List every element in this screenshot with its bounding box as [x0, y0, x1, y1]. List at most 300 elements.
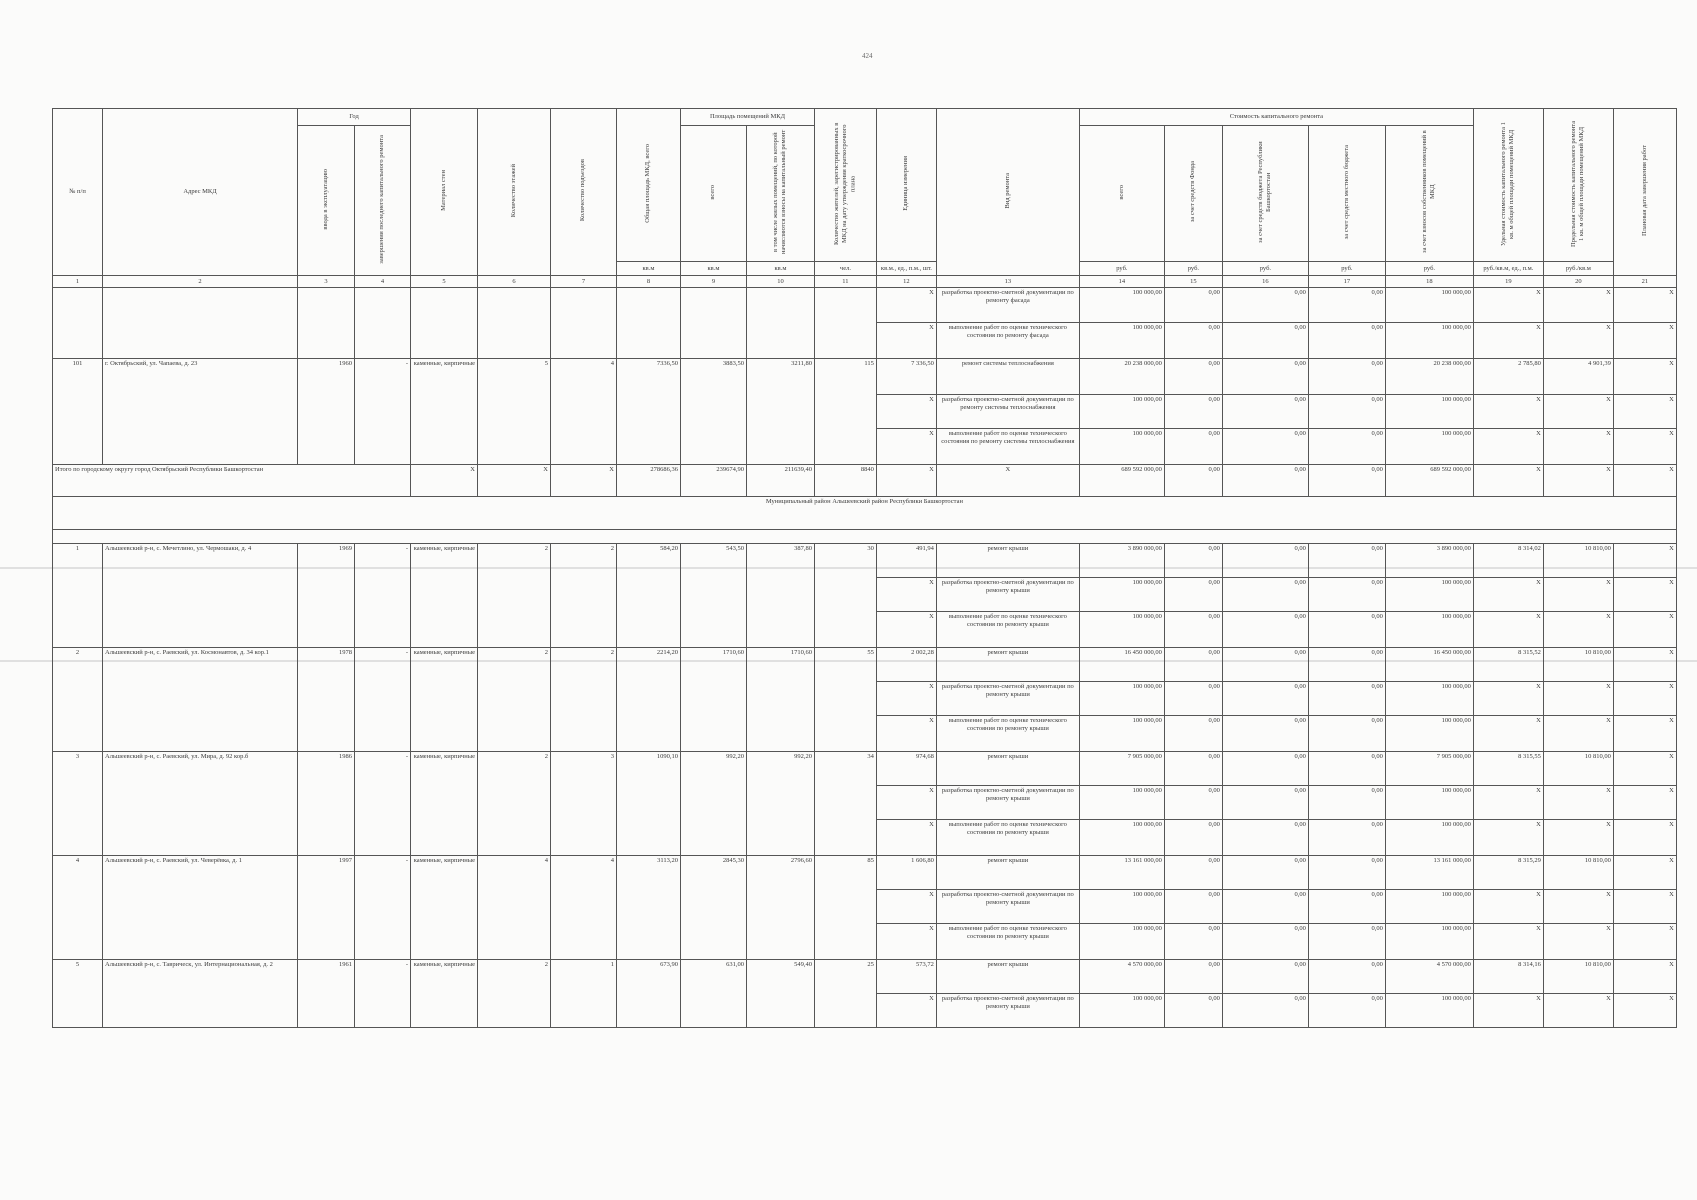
unit-cell: X [876, 994, 936, 1028]
cost-total-cell: 689 592 000,00 [1079, 465, 1164, 497]
total-row [53, 465, 1677, 497]
header-deadline: Плановая дата завершения работ [1613, 109, 1676, 276]
cost-local-cell: 0,00 [1308, 682, 1385, 716]
max-cost-cell: X [1543, 786, 1613, 820]
unit-cell: X [876, 395, 936, 429]
cost-owners-cell: 13 161 000,00 [1385, 856, 1473, 890]
specific-cost-cell: X [1473, 924, 1543, 960]
cost-local-cell: 0,00 [1308, 359, 1385, 395]
cost-republic-cell: 0,00 [1222, 288, 1308, 323]
premises-area-cell: 239674,90 [681, 465, 747, 497]
unit-cell: X [876, 924, 936, 960]
total-label: Итого по городскому округу город Октябрьский Республики Башкортостан [53, 465, 411, 497]
column-number: 7 [551, 276, 617, 288]
residential-area-cell: 2796,60 [747, 856, 815, 960]
specific-cost-cell: 2 785,80 [1473, 359, 1543, 395]
column-number: 4 [355, 276, 411, 288]
cost-republic-cell: 0,00 [1222, 612, 1308, 648]
max-cost-cell: X [1543, 288, 1613, 323]
specific-cost-cell: X [1473, 682, 1543, 716]
unit-label: руб./кв.м [1543, 262, 1613, 276]
deadline-cell: X [1613, 716, 1676, 752]
quantity-cell: 7 336,50 [876, 359, 936, 395]
deadline-cell: X [1613, 924, 1676, 960]
header-cost-local: за счет средств местного бюджета [1308, 126, 1385, 262]
max-cost-cell: 10 810,00 [1543, 960, 1613, 994]
table-row [53, 648, 1677, 682]
column-number: 9 [681, 276, 747, 288]
cost-fund-cell: 0,00 [1164, 612, 1222, 648]
unit-label: руб. [1385, 262, 1473, 276]
deadline-cell: X [1613, 395, 1676, 429]
work-type-cell: выполнение работ по оценке технического состояния по ремонту фасада [936, 323, 1079, 359]
residential-area-cell: 549,40 [747, 960, 815, 1028]
deadline-cell: X [1613, 429, 1676, 465]
cost-fund-cell: 0,00 [1164, 752, 1222, 786]
specific-cost-cell: X [1473, 323, 1543, 359]
unit-label: кв.м [747, 262, 815, 276]
column-number: 16 [1222, 276, 1308, 288]
year-commission-cell: 1978 [298, 648, 355, 752]
residential-area-cell: 3211,80 [747, 359, 815, 465]
work-type-cell: ремонт крыши [936, 960, 1079, 994]
cost-local-cell: 0,00 [1308, 578, 1385, 612]
material-cell: каменные, кирпичные [411, 960, 478, 1028]
work-type-cell: ремонт крыши [936, 856, 1079, 890]
year-last-repair-cell: - [355, 544, 411, 648]
max-cost-cell: X [1543, 395, 1613, 429]
max-cost-cell: 10 810,00 [1543, 648, 1613, 682]
max-cost-cell: 10 810,00 [1543, 856, 1613, 890]
floors-cell: 5 [478, 359, 551, 465]
cost-fund-cell: 0,00 [1164, 359, 1222, 395]
cost-fund-cell: 0,00 [1164, 465, 1222, 497]
header-premises-group: Площадь помещений МКД [681, 109, 815, 126]
entrances-cell: 4 [551, 856, 617, 960]
cost-total-cell: 100 000,00 [1079, 890, 1164, 924]
cost-total-cell: 4 570 000,00 [1079, 960, 1164, 994]
max-cost-cell: X [1543, 924, 1613, 960]
total-area-cell: 2214,20 [617, 648, 681, 752]
quantity-cell: 2 002,28 [876, 648, 936, 682]
header-premises-total: всего [681, 126, 747, 262]
column-number: 17 [1308, 276, 1385, 288]
cost-republic-cell: 0,00 [1222, 960, 1308, 994]
cost-republic-cell: 0,00 [1222, 820, 1308, 856]
deadline-cell: X [1613, 648, 1676, 682]
deadline-cell: X [1613, 359, 1676, 395]
header-residents: Количество жителей, зарегистрированных в МКД на дату утверждения краткосрочного плана [815, 109, 877, 262]
unit-label: кв.м [617, 262, 681, 276]
year-last-repair-cell: - [355, 752, 411, 856]
work-type-cell: разработка проектно-сметной документации по ремонту фасада [936, 288, 1079, 323]
cost-total-cell: 100 000,00 [1079, 682, 1164, 716]
unit-label: руб. [1308, 262, 1385, 276]
year-commission-cell: 1997 [298, 856, 355, 960]
deadline-cell: X [1613, 994, 1676, 1028]
specific-cost-cell: X [1473, 578, 1543, 612]
cost-owners-cell: 100 000,00 [1385, 924, 1473, 960]
floors-cell: 2 [478, 648, 551, 752]
column-number: 19 [1473, 276, 1543, 288]
cost-total-cell: 3 890 000,00 [1079, 544, 1164, 578]
deadline-cell: X [1613, 820, 1676, 856]
cost-fund-cell: 0,00 [1164, 648, 1222, 682]
cost-fund-cell: 0,00 [1164, 578, 1222, 612]
floors-cell: 2 [478, 960, 551, 1028]
repair-plan-table [52, 108, 1677, 1028]
residential-area-cell: 211639,40 [747, 465, 815, 497]
cost-owners-cell: 3 890 000,00 [1385, 544, 1473, 578]
entrances-cell: 3 [551, 752, 617, 856]
row-number: 3 [53, 752, 103, 856]
cost-republic-cell: 0,00 [1222, 924, 1308, 960]
cost-local-cell: 0,00 [1308, 752, 1385, 786]
specific-cost-cell: X [1473, 716, 1543, 752]
deadline-cell: X [1613, 323, 1676, 359]
quantity-cell: 491,94 [876, 544, 936, 578]
cost-local-cell: 0,00 [1308, 994, 1385, 1028]
table-header [53, 109, 1677, 288]
max-cost-cell: X [1543, 716, 1613, 752]
deadline-cell: X [1613, 856, 1676, 890]
cost-owners-cell: 100 000,00 [1385, 716, 1473, 752]
deadline-cell: X [1613, 960, 1676, 994]
unit-label: чел. [815, 262, 877, 276]
unit-cell: X [876, 429, 936, 465]
material-cell: каменные, кирпичные [411, 648, 478, 752]
work-type-cell: ремонт крыши [936, 648, 1079, 682]
max-cost-cell: 10 810,00 [1543, 544, 1613, 578]
work-type-cell: выполнение работ по оценке технического состояния по ремонту крыши [936, 924, 1079, 960]
cost-republic-cell: 0,00 [1222, 429, 1308, 465]
cost-local-cell: 0,00 [1308, 856, 1385, 890]
work-type-cell: выполнение работ по оценке технического состояния по ремонту крыши [936, 716, 1079, 752]
work-type-cell: разработка проектно-сметной документации по ремонту крыши [936, 578, 1079, 612]
unit-cell: X [876, 682, 936, 716]
total-area-cell: 584,20 [617, 544, 681, 648]
unit-cell: X [876, 890, 936, 924]
repair-plan-table-wrap [52, 108, 1677, 1028]
specific-cost-cell: X [1473, 820, 1543, 856]
specific-cost-cell: 8 315,52 [1473, 648, 1543, 682]
specific-cost-cell: 8 314,16 [1473, 960, 1543, 994]
header-max-cost: Предельная стоимость капитального ремонта 1 кв. м общей площади помещений МКД [1543, 109, 1613, 262]
header-entrances: Количество подъездов [551, 109, 617, 276]
cost-fund-cell: 0,00 [1164, 395, 1222, 429]
unit-cell: X [876, 288, 936, 323]
table-row [53, 544, 1677, 578]
floors-cell: 2 [478, 544, 551, 648]
cost-owners-cell: 20 238 000,00 [1385, 359, 1473, 395]
address-cell: г. Октябрьский, ул. Чапаева, д. 23 [103, 359, 298, 465]
cost-total-cell: 100 000,00 [1079, 395, 1164, 429]
cost-local-cell: 0,00 [1308, 820, 1385, 856]
work-type-cell: разработка проектно-сметной документации по ремонту крыши [936, 786, 1079, 820]
material-cell: каменные, кирпичные [411, 856, 478, 960]
cost-fund-cell: 0,00 [1164, 323, 1222, 359]
cost-local-cell: 0,00 [1308, 786, 1385, 820]
max-cost-cell: 4 901,39 [1543, 359, 1613, 395]
cost-total-cell: 100 000,00 [1079, 288, 1164, 323]
cost-republic-cell: 0,00 [1222, 890, 1308, 924]
cost-total-cell: 100 000,00 [1079, 612, 1164, 648]
year-commission-cell: 1960 [298, 359, 355, 465]
work-type-cell: разработка проектно-сметной документации по ремонту крыши [936, 890, 1079, 924]
column-number: 14 [1079, 276, 1164, 288]
year-last-repair-cell: - [355, 856, 411, 960]
cost-fund-cell: 0,00 [1164, 820, 1222, 856]
cost-local-cell: 0,00 [1308, 716, 1385, 752]
deadline-cell: X [1613, 612, 1676, 648]
specific-cost-cell: 8 314,02 [1473, 544, 1543, 578]
floors-cell: 4 [478, 856, 551, 960]
column-number: 21 [1613, 276, 1676, 288]
residential-area-cell: 992,20 [747, 752, 815, 856]
work-type-cell: ремонт системы теплоснабжения [936, 359, 1079, 395]
entrances-cell: 2 [551, 648, 617, 752]
column-number: 20 [1543, 276, 1613, 288]
max-cost-cell: X [1543, 890, 1613, 924]
max-cost-cell: X [1543, 429, 1613, 465]
cost-local-cell: 0,00 [1308, 612, 1385, 648]
cost-total-cell: 16 450 000,00 [1079, 648, 1164, 682]
header-address: Адрес МКД [103, 109, 298, 276]
header-cost-republic: за счет средств бюджета Республики Башкортостан [1222, 126, 1308, 262]
cost-owners-cell: 100 000,00 [1385, 395, 1473, 429]
residents-cell: 34 [815, 752, 877, 856]
work-type-cell: X [936, 465, 1079, 497]
material-cell: X [411, 465, 478, 497]
cost-local-cell: 0,00 [1308, 429, 1385, 465]
cost-republic-cell: 0,00 [1222, 578, 1308, 612]
work-type-cell: разработка проектно-сметной документации по ремонту системы теплоснабжения [936, 395, 1079, 429]
cost-owners-cell: 100 000,00 [1385, 612, 1473, 648]
max-cost-cell: X [1543, 612, 1613, 648]
residents-cell: 55 [815, 648, 877, 752]
cost-republic-cell: 0,00 [1222, 994, 1308, 1028]
cost-total-cell: 100 000,00 [1079, 578, 1164, 612]
floors-cell: X [478, 465, 551, 497]
section-row [53, 497, 1677, 530]
max-cost-cell: X [1543, 820, 1613, 856]
row-number: 101 [53, 359, 103, 465]
deadline-cell: X [1613, 890, 1676, 924]
header-cost-fund: за счет средств Фонда [1164, 126, 1222, 262]
total-area-cell: 278686,36 [617, 465, 681, 497]
cost-republic-cell: 0,00 [1222, 395, 1308, 429]
specific-cost-cell: X [1473, 429, 1543, 465]
premises-area-cell: 1710,60 [681, 648, 747, 752]
cost-total-cell: 100 000,00 [1079, 786, 1164, 820]
cost-local-cell: 0,00 [1308, 544, 1385, 578]
total-area-cell: 1090,10 [617, 752, 681, 856]
quantity-cell: 573,72 [876, 960, 936, 994]
cost-total-cell: 100 000,00 [1079, 994, 1164, 1028]
max-cost-cell: X [1543, 323, 1613, 359]
header-total-area: Общая площадь МКД, всего [617, 109, 681, 262]
work-type-cell: выполнение работ по оценке технического состояния по ремонту крыши [936, 612, 1079, 648]
cost-owners-cell: 100 000,00 [1385, 288, 1473, 323]
table-row [53, 288, 1677, 323]
header-work-type: Вид ремонта [936, 109, 1079, 276]
residents-cell: 25 [815, 960, 877, 1028]
cost-local-cell: 0,00 [1308, 465, 1385, 497]
column-number: 13 [936, 276, 1079, 288]
cost-owners-cell: 16 450 000,00 [1385, 648, 1473, 682]
unit-cell: X [876, 578, 936, 612]
unit-cell: X [876, 323, 936, 359]
column-number: 11 [815, 276, 877, 288]
address-cell: Альшеевский р-н, с. Раевский, ул. Мира, д. 92 кор.б [103, 752, 298, 856]
cost-republic-cell: 0,00 [1222, 544, 1308, 578]
cost-local-cell: 0,00 [1308, 395, 1385, 429]
header-year-last-repair: завершения последнего капитального ремонта [355, 126, 411, 276]
premises-area-cell: 3883,50 [681, 359, 747, 465]
column-number: 10 [747, 276, 815, 288]
unit-cell: X [876, 465, 936, 497]
entrances-cell: 2 [551, 544, 617, 648]
deadline-cell: X [1613, 682, 1676, 716]
column-number: 1 [53, 276, 103, 288]
work-type-cell: разработка проектно-сметной документации по ремонту крыши [936, 994, 1079, 1028]
cost-fund-cell: 0,00 [1164, 544, 1222, 578]
unit-label: руб. [1164, 262, 1222, 276]
unit-cell: X [876, 786, 936, 820]
residents-cell: 85 [815, 856, 877, 960]
year-commission-cell: 1986 [298, 752, 355, 856]
table-row [53, 359, 1677, 395]
header-floors: Количество этажей [478, 109, 551, 276]
row-number: 1 [53, 544, 103, 648]
header-year-group: Год [298, 109, 411, 126]
deadline-cell: X [1613, 578, 1676, 612]
max-cost-cell: 10 810,00 [1543, 752, 1613, 786]
column-number: 12 [876, 276, 936, 288]
unit-label: руб. [1079, 262, 1164, 276]
cost-owners-cell: 689 592 000,00 [1385, 465, 1473, 497]
cost-owners-cell: 100 000,00 [1385, 578, 1473, 612]
row-number: 5 [53, 960, 103, 1028]
cost-total-cell: 20 238 000,00 [1079, 359, 1164, 395]
residents-cell: 115 [815, 359, 877, 465]
unit-label: кв.м., ед., п.м., шт. [876, 262, 936, 276]
header-year-commission: ввода в эксплуатацию [298, 126, 355, 276]
max-cost-cell: X [1543, 682, 1613, 716]
page-number: 424 [862, 52, 873, 60]
cost-fund-cell: 0,00 [1164, 856, 1222, 890]
work-type-cell: ремонт крыши [936, 544, 1079, 578]
premises-area-cell: 2845,30 [681, 856, 747, 960]
premises-area-cell: 992,20 [681, 752, 747, 856]
table-row [53, 752, 1677, 786]
cost-total-cell: 100 000,00 [1079, 323, 1164, 359]
specific-cost-cell: X [1473, 465, 1543, 497]
total-area-cell: 7336,50 [617, 359, 681, 465]
deadline-cell: X [1613, 786, 1676, 820]
row-number: 4 [53, 856, 103, 960]
cost-fund-cell: 0,00 [1164, 716, 1222, 752]
specific-cost-cell: X [1473, 395, 1543, 429]
material-cell: каменные, кирпичные [411, 544, 478, 648]
specific-cost-cell: X [1473, 890, 1543, 924]
column-number: 3 [298, 276, 355, 288]
address-cell: Альшеевский р-н, с. Раевский, ул. Космонавтов, д. 34 кор.1 [103, 648, 298, 752]
work-type-cell: выполнение работ по оценке технического состояния по ремонту крыши [936, 820, 1079, 856]
cost-fund-cell: 0,00 [1164, 429, 1222, 465]
specific-cost-cell: 8 315,29 [1473, 856, 1543, 890]
work-type-cell: ремонт крыши [936, 752, 1079, 786]
cost-owners-cell: 100 000,00 [1385, 820, 1473, 856]
cost-total-cell: 100 000,00 [1079, 716, 1164, 752]
specific-cost-cell: X [1473, 786, 1543, 820]
table-row [53, 960, 1677, 994]
cost-owners-cell: 100 000,00 [1385, 890, 1473, 924]
cost-owners-cell: 4 570 000,00 [1385, 960, 1473, 994]
unit-cell: X [876, 716, 936, 752]
residential-area-cell: 387,80 [747, 544, 815, 648]
cost-republic-cell: 0,00 [1222, 323, 1308, 359]
premises-area-cell: 631,00 [681, 960, 747, 1028]
column-number: 8 [617, 276, 681, 288]
cost-local-cell: 0,00 [1308, 890, 1385, 924]
cost-local-cell: 0,00 [1308, 924, 1385, 960]
work-type-cell: выполнение работ по оценке технического состояния по ремонту системы теплоснабжения [936, 429, 1079, 465]
unit-cell: X [876, 612, 936, 648]
cost-fund-cell: 0,00 [1164, 890, 1222, 924]
max-cost-cell: X [1543, 465, 1613, 497]
year-commission-cell: 1969 [298, 544, 355, 648]
cost-total-cell: 100 000,00 [1079, 820, 1164, 856]
cost-fund-cell: 0,00 [1164, 924, 1222, 960]
cost-republic-cell: 0,00 [1222, 786, 1308, 820]
cost-owners-cell: 7 905 000,00 [1385, 752, 1473, 786]
cost-total-cell: 100 000,00 [1079, 429, 1164, 465]
column-number-row [53, 276, 1677, 288]
unit-label: руб./кв.м, ед., п.м. [1473, 262, 1543, 276]
header-premises-residential: в том числе жилых помещений, по которой начисляются взносы на капитальный ремонт [747, 126, 815, 262]
year-last-repair-cell: - [355, 648, 411, 752]
column-number: 2 [103, 276, 298, 288]
cost-fund-cell: 0,00 [1164, 786, 1222, 820]
quantity-cell: 1 606,80 [876, 856, 936, 890]
year-last-repair-cell: - [355, 960, 411, 1028]
specific-cost-cell: X [1473, 994, 1543, 1028]
total-area-cell: 673,90 [617, 960, 681, 1028]
floors-cell: 2 [478, 752, 551, 856]
cost-owners-cell: 100 000,00 [1385, 429, 1473, 465]
cost-fund-cell: 0,00 [1164, 960, 1222, 994]
header-material: Материал стен [411, 109, 478, 276]
deadline-cell: X [1613, 752, 1676, 786]
header-specific-cost: Удельная стоимость капитального ремонта 1 кв. м общей площади помещений МКД [1473, 109, 1543, 262]
residents-cell: 30 [815, 544, 877, 648]
cost-local-cell: 0,00 [1308, 960, 1385, 994]
address-cell: Альшеевский р-н, с. Таврическ, ул. Интернациональная, д. 2 [103, 960, 298, 1028]
cost-republic-cell: 0,00 [1222, 752, 1308, 786]
residents-cell: 8840 [815, 465, 877, 497]
unit-label: кв.м [681, 262, 747, 276]
column-number: 18 [1385, 276, 1473, 288]
cost-local-cell: 0,00 [1308, 648, 1385, 682]
total-area-cell: 3113,20 [617, 856, 681, 960]
address-cell: Альшеевский р-н, с. Раевский, ул. Чеверёвка, д. 1 [103, 856, 298, 960]
column-number: 5 [411, 276, 478, 288]
column-number: 6 [478, 276, 551, 288]
section-title: Муниципальный район Альшеевский район Республики Башкортостан [53, 497, 1677, 530]
header-cost-group: Стоимость капитального ремонта [1079, 109, 1473, 126]
deadline-cell: X [1613, 288, 1676, 323]
